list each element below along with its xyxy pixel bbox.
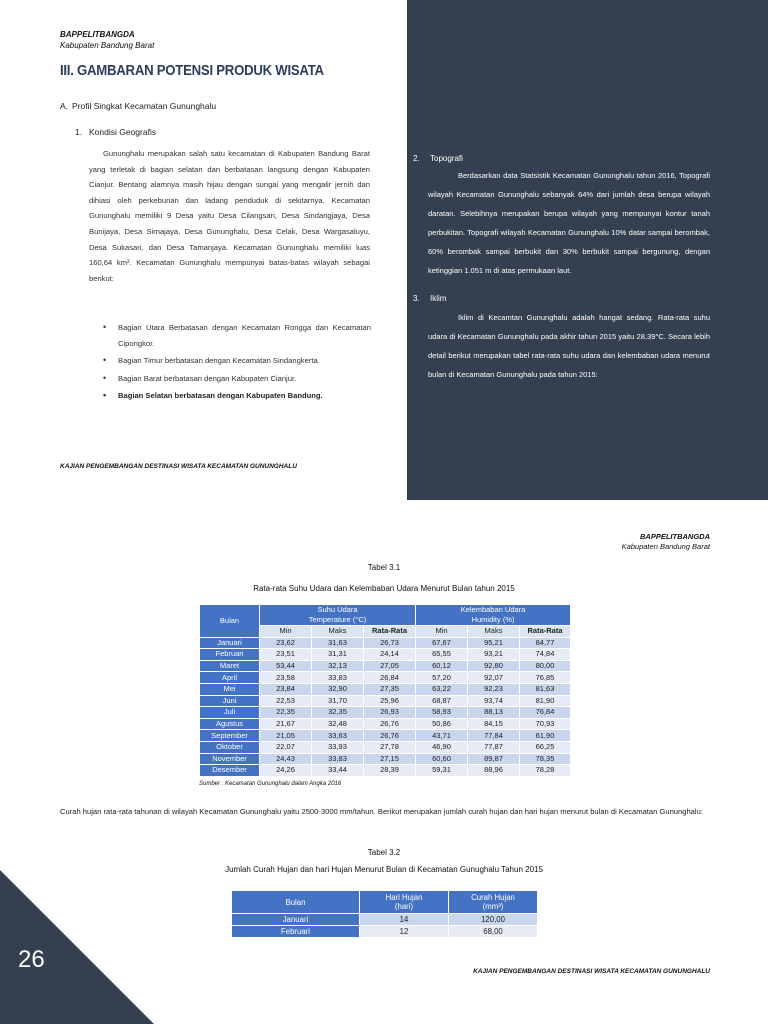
table-cell: 21,05 bbox=[260, 730, 312, 742]
column-header-bulan: Bulan bbox=[232, 891, 360, 914]
column-group-suhu bbox=[260, 605, 416, 626]
table-cell: 78,28 bbox=[520, 765, 571, 777]
table-cell: 81,90 bbox=[520, 695, 571, 707]
table-cell: 93,21 bbox=[468, 649, 520, 661]
subsection-a-number: A. bbox=[60, 101, 69, 111]
table-row bbox=[200, 753, 571, 765]
table-cell: 25,96 bbox=[364, 695, 416, 707]
group-kelembaban-label: Kelembaban Udara bbox=[460, 605, 526, 614]
table-row bbox=[200, 741, 571, 753]
hari-hujan-unit: (hari) bbox=[394, 902, 414, 911]
table-row bbox=[200, 765, 571, 777]
month-cell: Februari bbox=[232, 926, 360, 938]
table-cell: 22,35 bbox=[260, 707, 312, 719]
column-header-rata: Rata-Rata bbox=[364, 626, 416, 638]
table-cell: 27,35 bbox=[364, 683, 416, 695]
header-org: BAPPELITBANGDA bbox=[60, 30, 135, 39]
table-cell: 33,93 bbox=[312, 741, 364, 753]
column-header-maks: Maks bbox=[312, 626, 364, 638]
table-row bbox=[200, 672, 571, 684]
hari-hujan-label: Hari Hujan bbox=[385, 893, 423, 902]
list-item: • Bagian Timur berbatasan dengan Kecamatan Sindangkerta. bbox=[103, 353, 371, 369]
header2-sub: Kabupaten Bandung Barat bbox=[621, 542, 710, 551]
table-cell: 26,84 bbox=[364, 672, 416, 684]
group-suhu-english: Temperature (°C) bbox=[308, 615, 367, 624]
table2-title: Jumlah Curah Hujan dan hari Hujan Menurut Bulan di Kecamatan Gunughalu Tahun 2015 bbox=[225, 865, 543, 874]
month-cell: Agustus bbox=[200, 718, 260, 730]
table-row bbox=[232, 914, 538, 926]
table-cell: 21,67 bbox=[260, 718, 312, 730]
page-footer-left: KAJIAN PENGEMBANGAN DESTINASI WISATA KECAMATAN GUNUNGHALU bbox=[60, 463, 297, 470]
table-cell: 27,78 bbox=[364, 741, 416, 753]
table-cell: 93,74 bbox=[468, 695, 520, 707]
rainfall-paragraph: Curah hujan rata-rata tahunan di wilayah Kecamatan Gununghalu yaitu 2500-3000 mm/tahun. Berikut merupakan jumlah curah hujan dan hari hujan menurut bulan di Kecamatan Gununghalu: bbox=[60, 807, 703, 816]
table-cell: 84,15 bbox=[468, 718, 520, 730]
month-cell: November bbox=[200, 753, 260, 765]
table-row bbox=[200, 695, 571, 707]
table-cell: 26,76 bbox=[364, 718, 416, 730]
table-cell: 43,71 bbox=[416, 730, 468, 742]
table-cell: 12 bbox=[360, 926, 449, 938]
table-cell: 65,55 bbox=[416, 649, 468, 661]
column-header-rata: Rata-Rata bbox=[520, 626, 571, 638]
table-cell: 26,93 bbox=[364, 707, 416, 719]
column-header-hari-hujan bbox=[360, 891, 449, 914]
table-cell: 26,73 bbox=[364, 637, 416, 649]
table-cell: 67,67 bbox=[416, 637, 468, 649]
section-title: III. GAMBARAN POTENSI PRODUK WISATA bbox=[60, 62, 324, 79]
topografi-paragraph: Berdasarkan data Statsistik Kecamatan Gununghalu tahun 2016, Topografi wilayah Kecamatan Gununghalu sebanyak 64% dari jumlah desa berupa wilayah daratan. Selebihnya merupakan berupa wilayah yang mempunyai kontur tanah perbukitan. Topografi wilayah Kecamatan Gununghalu 10% datar sampai berombak, 60% berombak sampai berbukit dan 30% berbukit sampai bergunung, dengan ketinggian 1.051 m di atas permukaan laut. bbox=[428, 171, 710, 275]
table-cell: 24,43 bbox=[260, 753, 312, 765]
border-list bbox=[103, 320, 371, 406]
table-cell: 33,83 bbox=[312, 753, 364, 765]
table-cell: 32,35 bbox=[312, 707, 364, 719]
iklim-heading bbox=[413, 294, 446, 303]
table-cell: 27,05 bbox=[364, 660, 416, 672]
table-cell: 77,84 bbox=[468, 730, 520, 742]
page-number: 26 bbox=[18, 946, 45, 973]
curah-hujan-label: Curah Hujan bbox=[471, 893, 515, 902]
table-row bbox=[200, 683, 571, 695]
table-cell: 63,22 bbox=[416, 683, 468, 695]
table-cell: 78,35 bbox=[520, 753, 571, 765]
table-cell: 22,07 bbox=[260, 741, 312, 753]
iklim-number: 3. bbox=[413, 294, 420, 303]
temperature-humidity-table bbox=[199, 604, 571, 777]
topografi-number: 2. bbox=[413, 154, 420, 163]
list-item: • Bagian Utara Berbatasan dengan Kecamatan Rongga dan Kecamatan Cipongkor. bbox=[103, 320, 371, 351]
table-cell: 57,20 bbox=[416, 672, 468, 684]
table-cell: 31,70 bbox=[312, 695, 364, 707]
subsection-a bbox=[60, 101, 216, 111]
table-cell: 77,87 bbox=[468, 741, 520, 753]
table-cell: 22,53 bbox=[260, 695, 312, 707]
table-cell: 80,00 bbox=[520, 660, 571, 672]
column-header-bulan: Bulan bbox=[200, 605, 260, 638]
rainfall-table bbox=[231, 890, 538, 938]
table-cell: 74,84 bbox=[520, 649, 571, 661]
table-row bbox=[200, 707, 571, 719]
table-cell: 68,00 bbox=[449, 926, 538, 938]
month-cell: Desember bbox=[200, 765, 260, 777]
table-row bbox=[200, 730, 571, 742]
table-cell: 84,77 bbox=[520, 637, 571, 649]
table-cell: 70,93 bbox=[520, 718, 571, 730]
table-cell: 53,44 bbox=[260, 660, 312, 672]
table-cell: 27,15 bbox=[364, 753, 416, 765]
table-cell: 32,48 bbox=[312, 718, 364, 730]
table-cell: 50,86 bbox=[416, 718, 468, 730]
month-cell: Juni bbox=[200, 695, 260, 707]
table-cell: 60,60 bbox=[416, 753, 468, 765]
table-cell: 88,96 bbox=[468, 765, 520, 777]
table-cell: 23,58 bbox=[260, 672, 312, 684]
table-cell: 33,63 bbox=[312, 730, 364, 742]
column-header-curah-hujan bbox=[449, 891, 538, 914]
table-cell: 28,39 bbox=[364, 765, 416, 777]
subsection-1 bbox=[75, 127, 156, 137]
table-cell: 32,13 bbox=[312, 660, 364, 672]
topografi-title: Topografi bbox=[430, 154, 463, 163]
table-cell: 33,44 bbox=[312, 765, 364, 777]
table-cell: 23,84 bbox=[260, 683, 312, 695]
column-header-min: Min bbox=[416, 626, 468, 638]
month-cell: Mei bbox=[200, 683, 260, 695]
header-sub: Kabupaten Bandung Barat bbox=[60, 41, 155, 50]
table-cell: 92,80 bbox=[468, 660, 520, 672]
table-cell: 46,90 bbox=[416, 741, 468, 753]
month-cell: September bbox=[200, 730, 260, 742]
table-cell: 89,87 bbox=[468, 753, 520, 765]
header2-org: BAPPELITBANGDA bbox=[639, 532, 710, 541]
list-item: • Bagian Barat berbatasan dengan Kabupaten Cianjur. bbox=[103, 371, 371, 387]
table-row bbox=[200, 660, 571, 672]
table-row bbox=[200, 637, 571, 649]
page-footer-right: KAJIAN PENGEMBANGAN DESTINASI WISATA KECAMATAN GUNUNGHALU bbox=[473, 968, 710, 975]
table-cell: 61,90 bbox=[520, 730, 571, 742]
subsection-1-text: Kondisi Geografis bbox=[89, 127, 157, 137]
table-row bbox=[232, 926, 538, 938]
table1-title: Rata-rata Suhu Udara dan Kelembaban Udara Menurut Bulan tahun 2015 bbox=[253, 584, 515, 593]
table-cell: 68,87 bbox=[416, 695, 468, 707]
table-cell: 88,13 bbox=[468, 707, 520, 719]
table-cell: 66,25 bbox=[520, 741, 571, 753]
subsection-1-number: 1. bbox=[75, 127, 83, 137]
geografis-paragraph: Gununghalu merupakan salah satu kecamatan di Kabupaten Bandung Barat yang terletak di bagian selatan dan berbatasan langsung dengan Kabupaten Cianjur. Bentang alamnya masih hijau dengan sungai yang mengalir jernih dan dihiasi oleh perkebunan dan ladang penduduk di sekitarnya. Kecamatan Gununghalu memiliki 9 Desa yaitu Desa Cilangsari, Desa Sindangjaya, Desa Bunijaya, Desa Sirnajaya, Desa Gununghalu, Desa Celak, Desa Wargasaluyu, Desa Sukasari, dan Desa Tamanjaya. Kecamatan Gununghalu memiliki luas 160,64 km². Kecamatan Gununghalu mempunyai batas-batas wilayah sebagai berikut: bbox=[89, 149, 370, 283]
table-cell: 92,23 bbox=[468, 683, 520, 695]
table-cell: 59,31 bbox=[416, 765, 468, 777]
table-cell: 26,76 bbox=[364, 730, 416, 742]
curah-hujan-unit: (mm³) bbox=[482, 902, 504, 911]
table-row bbox=[200, 718, 571, 730]
table2-label: Tabel 3.2 bbox=[367, 848, 401, 857]
subsection-a-text: Profil Singkat Kecamatan Gununghalu bbox=[72, 101, 217, 111]
table-cell: 23,51 bbox=[260, 649, 312, 661]
topografi-heading bbox=[413, 154, 463, 163]
month-cell: Maret bbox=[200, 660, 260, 672]
table-cell: 120,00 bbox=[449, 914, 538, 926]
table-cell: 14 bbox=[360, 914, 449, 926]
table-row bbox=[200, 649, 571, 661]
table-cell: 23,62 bbox=[260, 637, 312, 649]
table-cell: 76,85 bbox=[520, 672, 571, 684]
table-cell: 60,12 bbox=[416, 660, 468, 672]
table-cell: 24,14 bbox=[364, 649, 416, 661]
table-cell: 32,90 bbox=[312, 683, 364, 695]
table-cell: 95,21 bbox=[468, 637, 520, 649]
table-cell: 81,63 bbox=[520, 683, 571, 695]
list-item: • Bagian Selatan berbatasan dengan Kabupaten Bandung. bbox=[103, 388, 371, 404]
table-cell: 58,93 bbox=[416, 707, 468, 719]
column-header-min: Min bbox=[260, 626, 312, 638]
group-kelembaban-english: Humidity (%) bbox=[471, 615, 515, 624]
table1-label: Tabel 3.1 bbox=[367, 563, 401, 572]
month-cell: Juli bbox=[200, 707, 260, 719]
table-cell: 92,07 bbox=[468, 672, 520, 684]
table-cell: 31,63 bbox=[312, 637, 364, 649]
month-cell: Oktober bbox=[200, 741, 260, 753]
month-cell: April bbox=[200, 672, 260, 684]
month-cell: Februari bbox=[200, 649, 260, 661]
month-cell: Januari bbox=[232, 914, 360, 926]
table-cell: 31,31 bbox=[312, 649, 364, 661]
iklim-title: Iklim bbox=[430, 294, 447, 303]
column-header-maks: Maks bbox=[468, 626, 520, 638]
table-cell: 33,83 bbox=[312, 672, 364, 684]
iklim-paragraph: Iklim di Kecamtan Gununghalu adalah hangat sedang. Rata-rata suhu udara di Kecamatan Gununghalu pada akhir tahun 2015 yaitu 28,39°C. Secara lebih detail berikut merupakan tabel rata-rata suhu udara dan kelembaban udara menurut bulan di Kecamatan Gununghalu pada tahun 2015: bbox=[428, 313, 710, 379]
group-suhu-label: Suhu Udara bbox=[317, 605, 358, 614]
month-cell: Januari bbox=[200, 637, 260, 649]
column-group-kelembaban bbox=[416, 605, 571, 626]
table1-source: Sumber : Kecamatan Gununghalu dalam Angka 2016 bbox=[199, 781, 342, 787]
table-cell: 24,26 bbox=[260, 765, 312, 777]
table-cell: 76,84 bbox=[520, 707, 571, 719]
